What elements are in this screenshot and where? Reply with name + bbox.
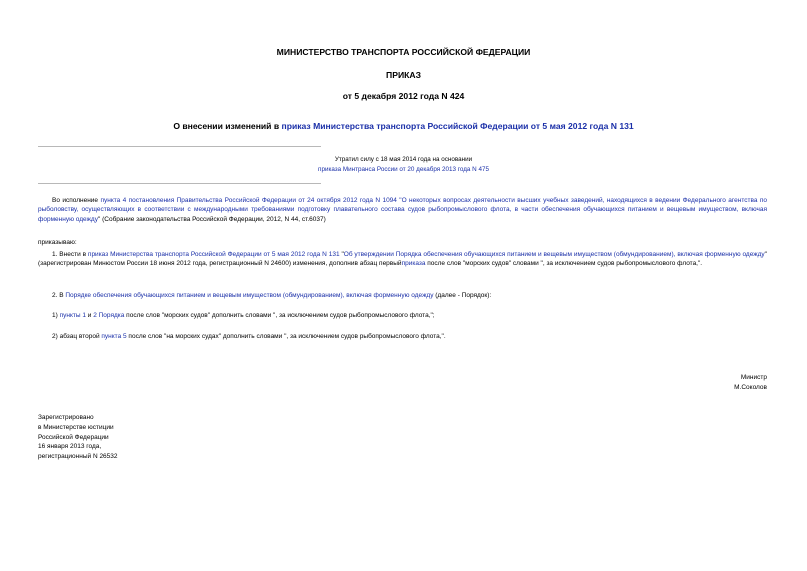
- item-2-text: 2. В: [52, 292, 66, 299]
- ministry-heading: МИНИСТЕРСТВО ТРАНСПОРТА РОССИЙСКОЙ ФЕДЕРАЦИИ: [276, 47, 531, 57]
- registration-line-2: в Министерстве юстиции: [38, 423, 114, 431]
- preamble-paragraph: [38, 196, 767, 224]
- signer-name: М.Соколов: [734, 384, 767, 391]
- preamble-text-end: " (Собрание законодательства Российской Федерации, 2012, N 44, ст.6037): [97, 215, 326, 223]
- registration-line-1: Зарегистрировано: [38, 414, 94, 421]
- registration-block: [38, 413, 118, 462]
- status-note-link[interactable]: приказа Минтранса России от 20 декабря 2013 года N 475: [318, 166, 489, 173]
- date-number-heading: от 5 декабря 2012 года N 424: [342, 91, 465, 101]
- item-1-text-4: после слов "морских судов" словами ", за исключением судов рыбопромыслового флота,".: [425, 260, 703, 268]
- item-1-text-2: ": [339, 251, 344, 258]
- point-2-link[interactable]: 2 Порядка: [93, 312, 125, 319]
- sub-item-1: [38, 311, 767, 320]
- divider-bottom: [38, 183, 321, 184]
- title-order-link[interactable]: приказ Министерства транспорта Российской Федерации от 5 мая 2012 года N 131: [281, 121, 634, 131]
- point-5-link[interactable]: пункта 5: [101, 333, 127, 340]
- decree-1094-link[interactable]: пункта 4 постановления Правительства Российской Федерации от 24 октября 2012 года N 1094 "О некоторых вопросах деятельности высших учебных заведений, находящихся в ведении Федерального агентства по рыболовству, осуществляющих в соответствии с международными требованиями подготовку плавательного состава судов рыбопромыслового флота, в части обеспечения обучающихся питанием и вещевым имуществом, включая форменную одежду: [38, 197, 767, 223]
- item-1-text-3: " (зарегистрирован Минюстом России 18 июня 2012 года, регистрационный N 24600) изменения, дополнив абзац первый: [38, 251, 767, 268]
- order-link[interactable]: приказа: [401, 260, 426, 268]
- registration-line-3: Российской Федерации: [38, 433, 109, 441]
- doc-type-heading: ПРИКАЗ: [386, 70, 421, 80]
- preamble-text: Во исполнение: [52, 197, 101, 204]
- item-2-paragraph: [38, 291, 767, 300]
- item-1-paragraph: [38, 250, 767, 269]
- item-1-text: 1. Внести в: [52, 251, 88, 258]
- sub-1-text-2: и: [85, 312, 94, 319]
- order-title-link[interactable]: Об утверждении Порядка обеспечения обучающихся питанием и вещевым имуществом (обмундированием), включая форменную одежду: [343, 251, 765, 258]
- order-word: приказываю:: [38, 239, 77, 246]
- divider-top: [38, 146, 321, 147]
- status-note-text: Утратил силу с 18 мая 2014 года на основании: [334, 156, 473, 163]
- sub-1-text: 1): [52, 312, 60, 319]
- page-title: [0, 121, 807, 131]
- item-2-text-end: (далее - Порядок):: [433, 292, 492, 299]
- points-1-link[interactable]: пункты 1: [59, 312, 86, 319]
- registration-line-5: регистрационный N 26532: [38, 453, 118, 461]
- title-prefix: О внесении изменений в: [173, 121, 282, 131]
- signature-block: [734, 373, 767, 393]
- registration-line-4: 16 января 2013 года,: [38, 443, 102, 451]
- order-131-link[interactable]: приказ Министерства транспорта Российской Федерации от 5 мая 2012 года N 131: [87, 251, 340, 258]
- procedure-link[interactable]: Порядке обеспечения обучающихся питанием и вещевым имуществом (обмундированием), включая форменную одежду: [65, 292, 434, 299]
- sub-2-text-2: после слов "на морских судах" дополнить словами ", за исключением судов рыбопромыслового флота,".: [126, 333, 446, 340]
- signer-position: Министр: [740, 374, 767, 381]
- sub-item-2: [38, 332, 767, 341]
- sub-1-text-3: после слов "морских судов" дополнить словами ", за исключением судов рыбопромыслового флота,";: [124, 312, 435, 319]
- sub-2-text: 2) абзац второй: [52, 333, 102, 340]
- status-note: [0, 155, 807, 175]
